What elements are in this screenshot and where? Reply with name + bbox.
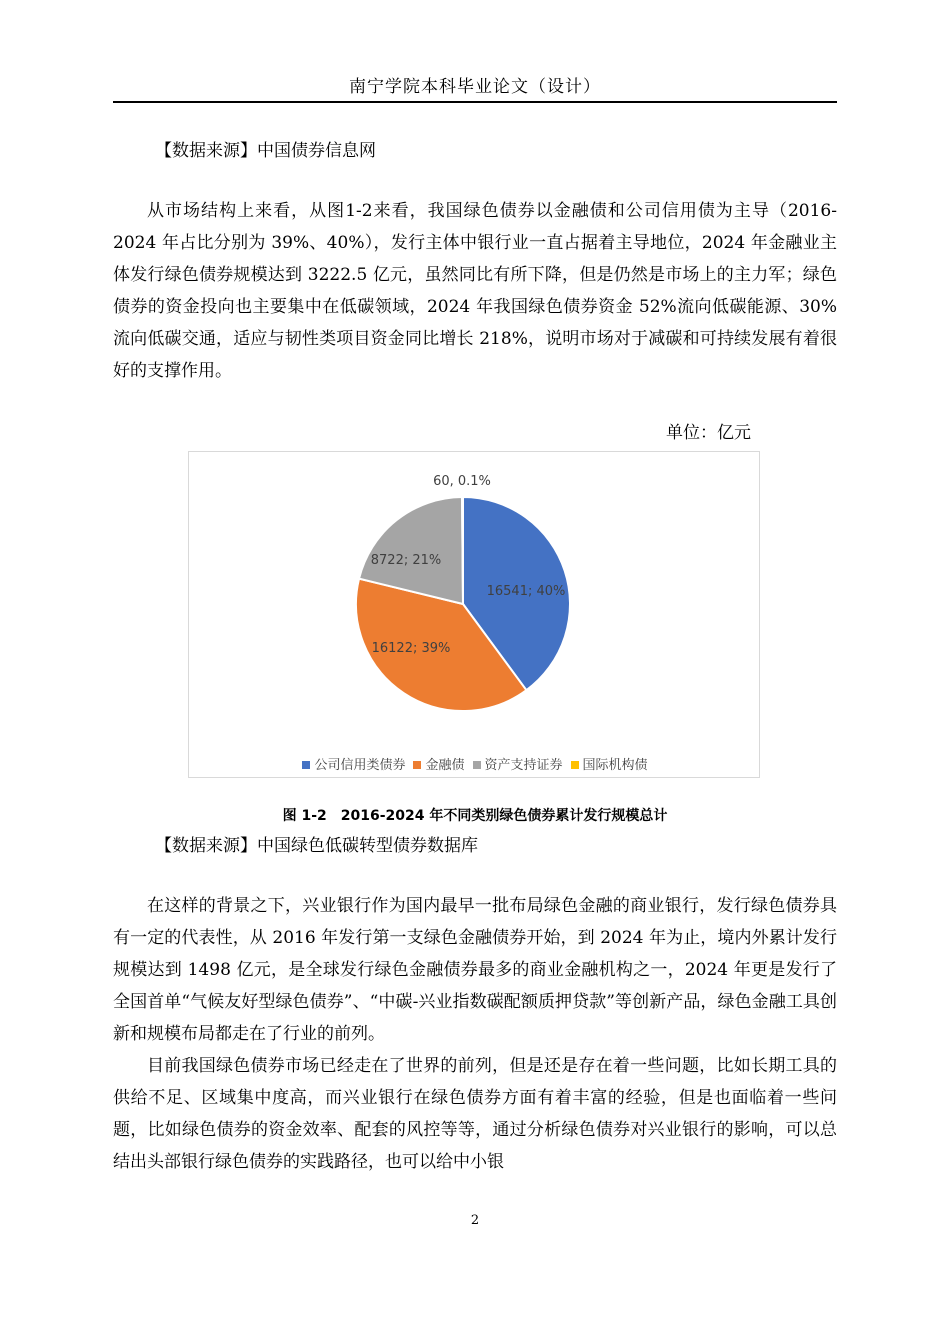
legend-label: 公司信用类债券 <box>314 758 406 773</box>
unit-label: 单位：亿元 <box>666 423 751 443</box>
slice-data-label-2: 16122; 39% <box>371 641 451 656</box>
slice-data-label-3: 8722; 21% <box>370 553 442 568</box>
legend-swatch <box>413 761 421 769</box>
chart-legend <box>189 754 761 773</box>
legend-label: 金融债 <box>425 758 465 773</box>
body-paragraph: 从市场结构上来看，从图1-2来看，我国绿色债券以金融债和公司信用债为主导（2016-2024 年占比分别为 39%、40%），发行主体中银行业一直占据着主导地位，2024 年金融业主体发行绿色债券规模达到 3222.5 亿元，虽然同比有所下降，但是仍然是市场上的主力军；绿色债券的资金投向也主要集中在低碳领域，2024 年我国绿色债券资金 52%流向低碳能源、30%流向低碳交通，适应与韧性类项目资金同比增长 218%，说明市场对于减碳和可持续发展有着很好的支撑作用。 <box>113 201 837 381</box>
legend-swatch <box>571 761 579 769</box>
legend-label: 国际机构债 <box>582 758 648 773</box>
legend-item-3 <box>473 754 563 773</box>
data-source-note: 【数据来源】中国债券信息网 <box>155 141 376 161</box>
body-paragraph-3: 目前我国绿色债券市场已经走在了世界的前列，但是还是存在着一些问题，比如长期工具的供给不足、区域集中度高，而兴业银行在绿色债券方面有着丰富的经验，但是也面临着一些问题，比如绿色债券的资金效率、配套的风控等等，通过分析绿色债券对兴业银行的影响，可以总结出头部银行绿色债券的实践路径，也可以给中小银 <box>113 1056 837 1172</box>
legend-label: 资产支持证券 <box>484 758 563 773</box>
legend-swatch <box>302 761 310 769</box>
legend-swatch <box>473 761 481 769</box>
legend-item-2 <box>413 754 464 773</box>
slice-data-label-1: 16541; 40% <box>486 584 566 599</box>
figure-caption: 图 1-2 2016-2024 年不同类别绿色债券累计发行规模总计 <box>282 808 668 824</box>
pie-chart <box>188 451 760 778</box>
data-source-note-2: 【数据来源】中国绿色低碳转型债券数据库 <box>155 836 478 856</box>
pie-slice-4 <box>462 497 463 604</box>
page-number: 2 <box>470 1213 480 1228</box>
pie-chart-svg <box>189 452 761 752</box>
legend-item-1 <box>302 754 405 773</box>
legend-item-4 <box>571 754 648 773</box>
page-header: 南宁学院本科毕业论文（设计） <box>113 74 837 103</box>
body-paragraph-2: 在这样的背景之下，兴业银行作为国内最早一批布局绿色金融的商业银行，发行绿色债券具有一定的代表性，从 2016 年发行第一支绿色金融债券开始，到 2024 年为止，境内外累计发行规模达到 1498 亿元，是全球发行绿色金融债券最多的商业金融机构之一，2024 年更是发行了全国首单“气候友好型绿色债券”、“中碳-兴业指数碳配额质押贷款”等创新产品，绿色金融工具创新和规模布局都走在了行业的前列。 <box>113 896 837 1044</box>
slice-data-label-4: 60, 0.1% <box>433 474 491 489</box>
